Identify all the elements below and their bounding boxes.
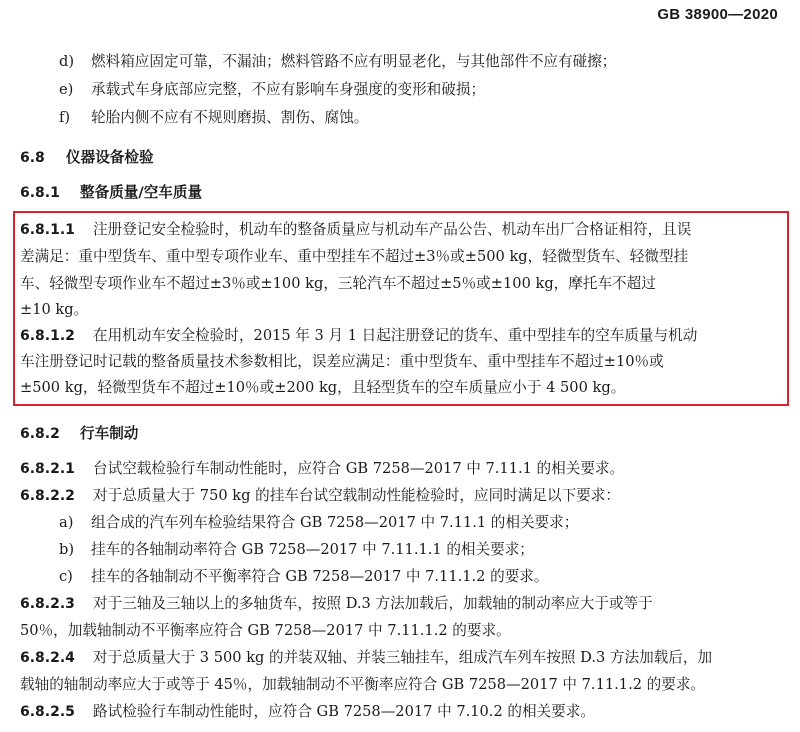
list-marker: c) [59,568,73,585]
paragraph-text: 50％，加载轴制动不平衡率应符合 GB 7258—2017 中 7.11.1.2 的要求。 [20,622,511,639]
paragraph-text: 对于总质量大于 3 500 kg 的并装双轴、并装三轴挂车，组成汽车列车按照 D.3 方法加载后，加 [93,649,713,666]
clause-number: 6.8.2.2 [20,488,75,504]
paragraph-text: 车、轻微型专项作业车不超过±3％或±100 kg，三轮汽车不超过±5％或±100 kg，摩托车不超过 [20,275,656,292]
list-text: 组合成的汽车列车检验结果符合 GB 7258—2017 中 7.11.1 的相关要求； [91,514,579,531]
list-marker: a) [59,514,74,531]
list-marker: f) [59,109,71,126]
section-number: 6.8 [20,150,45,166]
section-number: 6.8.2 [20,426,60,442]
paragraph-text: 注册登记安全检验时，机动车的整备质量应与机动车产品公告、机动车出厂合格证相符，且误 [93,221,692,238]
paragraph-text: 差满足：重中型货车、重中型专项作业车、重中型挂车不超过±3％或±500 kg，轻微型货车、轻微型挂 [20,248,689,265]
paragraph-text: ±500 kg，轻微型货车不超过±10％或±200 kg，且轻型货车的空车质量应小于 4 500 kg。 [20,379,626,396]
list-text: 挂车的各轴制动不平衡率符合 GB 7258—2017 中 7.11.1.2 的要求。 [91,568,549,585]
clause-number: 6.8.2.4 [20,650,75,666]
paragraph-text: ±10 kg。 [20,301,89,318]
paragraph-text: 载轴的轴制动率应大于或等于 45％，加载轴制动不平衡率应符合 GB 7258—2017 中 7.11.1.2 的要求。 [20,676,706,693]
list-text: 燃料箱应固定可靠，不漏油；燃料管路不应有明显老化，与其他部件不应有碰擦； [91,53,617,70]
paragraph-text: 在用机动车安全检验时，2015 年 3 月 1 日起注册登记的货车、重中型挂车的空车质量与机动 [93,327,698,344]
list-text: 承载式车身底部应完整，不应有影响车身强度的变形和破损； [91,81,486,98]
section-title: 仪器设备检验 [66,149,154,166]
clause-number: 6.8.2.5 [20,704,75,720]
paragraph-text: 对于总质量大于 750 kg 的挂车台试空载制动性能检验时，应同时满足以下要求： [93,487,620,504]
clause-number: 6.8.1.2 [20,328,75,344]
list-marker: b) [59,541,75,558]
paragraph-text: 对于三轴及三轴以上的多轴货车，按照 D.3 方法加载后，加载轴的制动率应大于或等于 [93,595,653,612]
section-title: 行车制动 [80,425,139,442]
list-marker: d) [59,53,75,70]
section-number: 6.8.1 [20,185,60,201]
paragraph-text: 车注册登记时记载的整备质量技术参数相比，误差应满足：重中型货车、重中型挂车不超过±10％或 [20,353,664,370]
document-code: GB 38900—2020 [657,6,778,23]
list-text: 挂车的各轴制动率符合 GB 7258—2017 中 7.11.1.1 的相关要求； [91,541,534,558]
list-marker: e) [59,81,74,98]
clause-number: 6.8.2.1 [20,461,75,477]
clause-number: 6.8.2.3 [20,596,75,612]
paragraph-text: 路试检验行车制动性能时，应符合 GB 7258—2017 中 7.10.2 的相关要求。 [93,703,595,720]
clause-number: 6.8.1.1 [20,222,75,238]
paragraph-text: 台试空载检验行车制动性能时，应符合 GB 7258—2017 中 7.11.1 的相关要求。 [93,460,625,477]
list-text: 轮胎内侧不应有不规则磨损、割伤、腐蚀。 [91,109,369,126]
section-title: 整备质量/空车质量 [80,184,203,201]
